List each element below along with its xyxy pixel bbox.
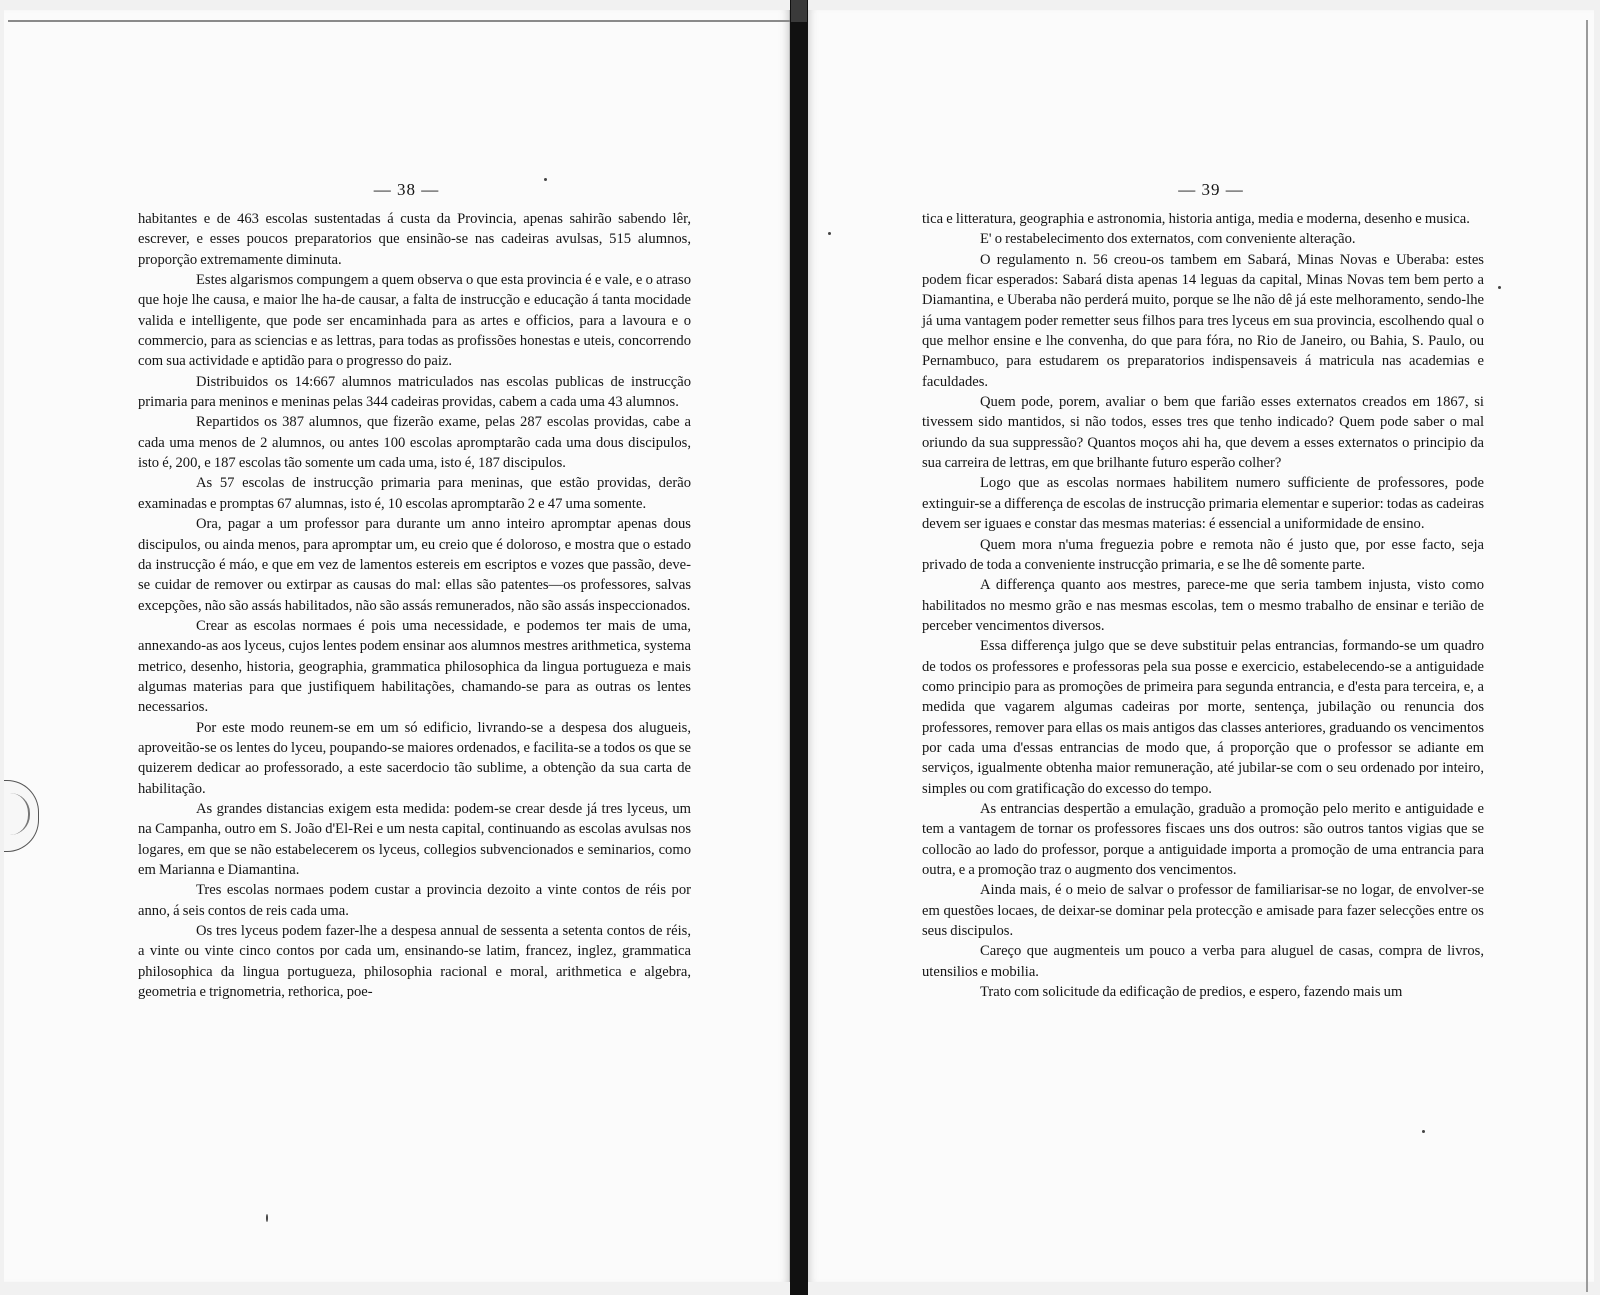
book-gutter — [790, 0, 808, 1295]
paragraph: As entrancias despertão a emulação, graduão a promoção pelo merito e antiguidade e tem a vantagem de tornar os professores fiscaes uns dos outros: são outros tantos vigias que se collocão ao lado do professor, porque a antiguidade importa a promoção de uma entrancia para outra, e a promoção traz o augmento dos vencimentos. — [922, 800, 1484, 878]
paragraph: Por este modo reunem-se em um só edificio, livrando-se a despesa dos alugueis, aproveitão-se os lentes do lyceu, poupando-se maiores ordenados, e facilita-se a todos os que se quizerem dedicar ao professorado, a este sacerdocio tão sublime, a obtenção da sua carta de habilitação. — [138, 719, 691, 797]
ink-speck — [544, 178, 547, 181]
paragraph: habitantes e de 463 escolas sustentadas á custa da Provincia, apenas sahirão sabendo lêr, escrever, e esses poucos preparatorios que ensinão-se nas cadeiras avulsas, 515 alumnos, proporção extremamente diminuta. — [138, 211, 691, 268]
ink-speck — [828, 232, 831, 235]
page-tab-icon — [4, 780, 39, 852]
paragraph: Ainda mais, é o meio de salvar o professor de familiarisar-se no logar, de envolver-se em questões locaes, de deixar-se dominar pela protecção e amisade para fazer selecções entre os seus discipulos. — [922, 882, 1484, 940]
ink-speck — [266, 1214, 268, 1222]
paragraph: Estes algarismos compungem a quem observa o que esta provincia é e vale, e o atraso que hoje lhe causa, e maior lhe ha-de causar, a falta de instrucção e educação á tanta mocidade valida e intelligente, que pode ser encaminhada para as artes e officios, para a lavoura e o commercio, para as sciencias e as lettras, para todas as profissões honestas e uteis, concorrendo com sua actividade e aptidão para o progresso do paiz. — [138, 272, 691, 370]
ink-speck — [1498, 286, 1501, 289]
paragraph: tica e litteratura, geographia e astronomia, historia antiga, media e moderna, desenho e musica. — [922, 211, 1470, 227]
page-number: — 38 — — [373, 180, 440, 199]
paragraph: As grandes distancias exigem esta medida: podem-se crear desde já tres lyceus, um na Campanha, outro em S. João d'El-Rei e um nesta capital, continuando as escolas avulsas nos logares, em que se não estabelecerem os lyceus, collegios subvencionados e seminarios, como em Marianna e Diamantina. — [138, 800, 691, 878]
right-page — [808, 10, 1594, 1282]
gutter-shadow — [791, 0, 807, 22]
paragraph: A differença quanto aos mestres, parece-me que seria tambem injusta, visto como habilitados no mesmo grão e nas mesmas escolas, tem o mesmo trabalho de ensinar e terião de perceber vencimentos diversos. — [922, 577, 1484, 634]
page-body — [922, 209, 1484, 1002]
page-edge — [1582, 20, 1588, 1292]
paragraph: Quem pode, porem, avaliar o bem que farião esses externatos creados em 1867, si tivessem sido mantidos, si não todos, esses tres que tenho indicado? Quem pode saber o mal oriundo da sua suppressão? Quantos moços ahi ha, que devem a esses externatos o principio da sua carreira de lettras, em que brilhante futuro esperão colher? — [922, 394, 1484, 472]
paragraph: Careço que augmenteis um pouco a verba para aluguel de casas, compra de livros, utensilios e mobilia. — [922, 943, 1484, 980]
paragraph: E' o restabelecimento dos externatos, com conveniente alteração. — [980, 231, 1356, 248]
paragraph: Logo que as escolas normaes habilitem numero sufficiente de professores, pode extinguir-se a differença de escolas de instrucção primaria elementar e superior: todas as cadeiras devem ser iguaes e constar das mesmas materias: é essencial a uniformidade de ensino. — [922, 475, 1484, 533]
paragraph: Tres escolas normaes podem custar a provincia dezoito a vinte contos de réis por anno, á seis contos de reis cada uma. — [138, 882, 691, 919]
paragraph: Trato com solicitude da edificação de predios, e espero, fazendo mais um — [980, 984, 1403, 1001]
ink-speck — [1422, 1130, 1425, 1133]
paragraph: Repartidos os 387 alumnos, que fizerão exame, pelas 287 escolas providas, cabe a cada uma menos de 2 alumnos, ou antes 100 escolas apromptarão cada uma dous discipulos, isto é, 200, e 187 escolas tão somente um cada uma, isto é, 187 discipulos. — [138, 414, 691, 472]
paragraph: Quem mora n'uma freguezia pobre e remota não é justo que, por esse facto, seja privado de toda a conveniente instrucção primaria, e se lhe dê somente parte. — [922, 536, 1484, 573]
paragraph: O regulamento n. 56 creou-os tambem em Sabará, Minas Novas e Uberaba: estes podem ficar esperados: Sabará dista apenas 14 leguas da capital, Minas Novas tem bem perto a Diamantina, e Uberaba não perderá muito, porque se lhe não dê já este melhoramento, sendo-lhe já uma vantagem poder remetter seus filhos para tres lyceus em sua provincia, escolhendo qual o que melhor ensine e lhe convenha, do que para fóra, no Rio de Janeiro, ou Bahia, S. Paulo, ou Pernambuco, para estudarem os preparatorios indispensaveis á matricula nas academias e faculdades. — [922, 251, 1484, 390]
paragraph: Os tres lyceus podem fazer-lhe a despesa annual de sessenta a setenta contos de réis, a vinte ou vinte cinco contos por cada um, ensinando-se latim, francez, inglez, grammatica philosophica da lingua portugueza, philosophia racional e moral, arithmetica e algebra, geometria e trignometria, rethorica, poe- — [138, 923, 691, 1001]
left-page — [4, 10, 790, 1282]
page-edge — [8, 20, 794, 26]
page-body — [138, 209, 691, 1002]
paragraph: Crear as escolas normaes é pois uma necessidade, e podemos ter mais de uma, annexando-as aos lyceus, cujos lentes podem ensinar aos alumnos mestres arithmetica, systema metrico, desenho, historia, geographia, grammatica philosophica da lingua portugueza e mais algumas materias para que justifiquem habilitações, chamando-se para as outras os lentes necessarios. — [138, 617, 691, 716]
paragraph: Distribuidos os 14:667 alumnos matriculados nas escolas publicas de instrucção primaria para meninos e meninas pelas 344 cadeiras providas, cabem a cada uma 43 alumnos. — [138, 373, 691, 411]
page-number: — 39 — — [1178, 180, 1244, 199]
paragraph: Ora, pagar a um professor para durante um anno inteiro apromptar apenas dous discipulos, ou ainda menos, para apromptar um, eu creio que é doloroso, e mostra que o estado da instrucção é máo, e que em vez de lamentos estereis em escriptos e vozes que passão, deve-se cuidar de remover ou extirpar as causas do mal: ellas são patentes—os professores, salvas excepções, não são assás habilitados, não são assás remunerados, não são assás inspeccionados. — [138, 516, 691, 614]
paragraph: Essa differença julgo que se deve substituir pelas entrancias, formando-se um quadro de todos os professores e professoras pela sua posse e exercicio, estabelecendo-se a antiguidade como principio para as promoções de primeira para segunda entrancia, e d'esta para terceira, e, a medida que vagarem algumas cadeiras por morte, sentença, jubilação ou renuncia dos professores, remover para ellas os mais antigos das classes anteriores, graduando os vencimentos por cada uma d'essas entrancias de modo que, á proporção que o professor se adiante em serviços, igualmente obtenha maior remuneração, até jubilar-se com o seu ordenado por inteiro, simples ou com gratificação do excesso do tempo. — [922, 638, 1484, 797]
paragraph: As 57 escolas de instrucção primaria para meninas, que estão providas, derão examinadas e promptas 67 alumnas, isto é, 10 escolas apromptarão 2 e 47 uma somente. — [138, 475, 691, 512]
